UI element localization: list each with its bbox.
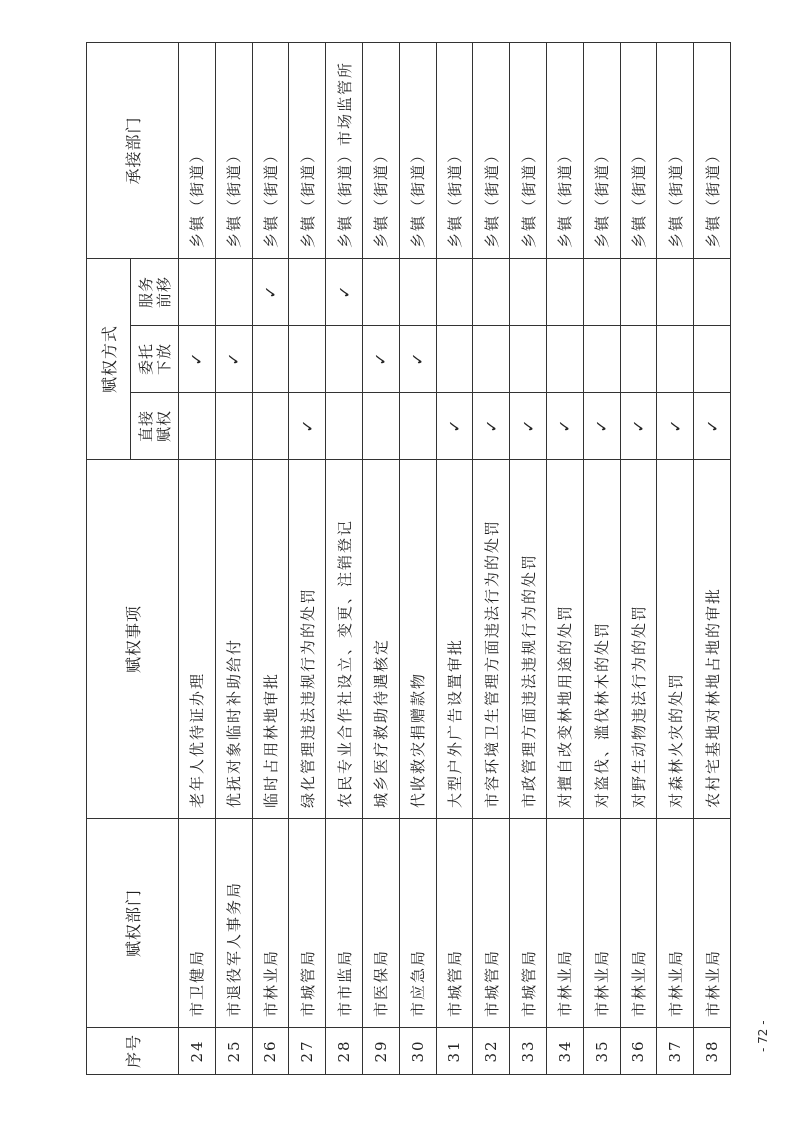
item-cell: 对擅自改变林地用途的处罚	[546, 460, 583, 819]
dept-cell: 市林业局	[252, 819, 289, 1028]
seq-cell: 32	[473, 1028, 510, 1075]
item-cell: 老年人优待证办理	[179, 460, 216, 819]
receiver-cell: 乡镇（街道）	[473, 42, 510, 258]
delegate-check	[620, 326, 657, 393]
receiver-cell: 乡镇（街道）	[620, 42, 657, 258]
receiver-cell: 乡镇（街道）市场监管所	[326, 42, 363, 258]
delegate-check	[326, 326, 363, 393]
seq-cell: 27	[289, 1028, 326, 1075]
header-receiver: 承接部门	[87, 42, 179, 258]
service-check	[583, 258, 620, 325]
service-check	[620, 258, 657, 325]
delegate-check	[694, 326, 731, 393]
table-row	[252, 42, 289, 1074]
table-body	[179, 42, 731, 1074]
receiver-cell: 乡镇（街道）	[215, 42, 252, 258]
header-delegate: 委托 下放	[131, 326, 179, 393]
item-cell: 农村宅基地对林地占地的审批	[694, 460, 731, 819]
table-row	[179, 42, 216, 1074]
item-cell: 绿化管理违法违规行为的处罚	[289, 460, 326, 819]
item-cell: 农民专业合作社设立、变更、注销登记	[326, 460, 363, 819]
delegate-check: ✓	[179, 326, 216, 393]
dept-cell: 市退役军人事务局	[215, 819, 252, 1028]
service-check	[473, 258, 510, 325]
direct-check	[362, 393, 399, 460]
item-cell: 优抚对象临时补助给付	[215, 460, 252, 819]
delegate-check	[657, 326, 694, 393]
dept-cell: 市林业局	[620, 819, 657, 1028]
table-row	[326, 42, 363, 1074]
table-row	[694, 42, 731, 1074]
page-number: - 72 -	[756, 1020, 770, 1052]
service-check	[546, 258, 583, 325]
table-row	[436, 42, 473, 1074]
direct-check: ✓	[583, 393, 620, 460]
header-seq: 序号	[87, 1028, 179, 1075]
service-check	[436, 258, 473, 325]
receiver-cell: 乡镇（街道）	[252, 42, 289, 258]
delegate-check: ✓	[362, 326, 399, 393]
dept-cell: 市城管局	[473, 819, 510, 1028]
delegate-check	[510, 326, 547, 393]
direct-check	[399, 393, 436, 460]
direct-check	[215, 393, 252, 460]
service-check	[289, 258, 326, 325]
delegate-check: ✓	[215, 326, 252, 393]
direct-check	[326, 393, 363, 460]
item-cell: 对野生动物违法行为的处罚	[620, 460, 657, 819]
receiver-cell: 乡镇（街道）	[362, 42, 399, 258]
dept-cell: 市林业局	[694, 819, 731, 1028]
authorization-table	[86, 42, 731, 1075]
receiver-cell: 乡镇（街道）	[399, 42, 436, 258]
table-row	[546, 42, 583, 1074]
delegate-check	[546, 326, 583, 393]
table-row	[362, 42, 399, 1074]
delegate-check	[583, 326, 620, 393]
item-cell: 对森林火灾的处罚	[657, 460, 694, 819]
dept-cell: 市市监局	[326, 819, 363, 1028]
direct-check: ✓	[620, 393, 657, 460]
item-cell: 代收救灾捐赠款物	[399, 460, 436, 819]
item-cell: 临时占用林地审批	[252, 460, 289, 819]
delegate-check	[436, 326, 473, 393]
service-check	[399, 258, 436, 325]
item-cell: 对盗伐、滥伐林木的处罚	[583, 460, 620, 819]
seq-cell: 35	[583, 1028, 620, 1075]
direct-check	[252, 393, 289, 460]
direct-check: ✓	[473, 393, 510, 460]
header-item: 赋权事项	[87, 460, 179, 819]
table-row	[583, 42, 620, 1074]
service-check	[657, 258, 694, 325]
header-dept: 赋权部门	[87, 819, 179, 1028]
dept-cell: 市医保局	[362, 819, 399, 1028]
item-cell: 市政管理方面违法违规行为的处罚	[510, 460, 547, 819]
receiver-cell: 乡镇（街道）	[436, 42, 473, 258]
receiver-cell: 乡镇（街道）	[546, 42, 583, 258]
direct-check: ✓	[510, 393, 547, 460]
receiver-cell: 乡镇（街道）	[694, 42, 731, 258]
table-row	[473, 42, 510, 1074]
direct-check: ✓	[546, 393, 583, 460]
seq-cell: 24	[179, 1028, 216, 1075]
dept-cell: 市林业局	[657, 819, 694, 1028]
dept-cell: 市林业局	[546, 819, 583, 1028]
table-row	[657, 42, 694, 1074]
receiver-cell: 乡镇（街道）	[179, 42, 216, 258]
item-cell: 城乡医疗救助待遇核定	[362, 460, 399, 819]
dept-cell: 市城管局	[510, 819, 547, 1028]
seq-cell: 36	[620, 1028, 657, 1075]
delegate-check	[289, 326, 326, 393]
delegate-check	[252, 326, 289, 393]
receiver-cell: 乡镇（街道）	[583, 42, 620, 258]
service-check: ✓	[252, 258, 289, 325]
table-row	[620, 42, 657, 1074]
dept-cell: 市城管局	[289, 819, 326, 1028]
service-check: ✓	[326, 258, 363, 325]
seq-cell: 33	[510, 1028, 547, 1075]
direct-check: ✓	[436, 393, 473, 460]
seq-cell: 30	[399, 1028, 436, 1075]
item-cell: 市容环境卫生管理方面违法行为的处罚	[473, 460, 510, 819]
seq-cell: 34	[546, 1028, 583, 1075]
dept-cell: 市林业局	[583, 819, 620, 1028]
rotated-table-container	[86, 43, 731, 1075]
service-check	[362, 258, 399, 325]
dept-cell: 市卫健局	[179, 819, 216, 1028]
seq-cell: 37	[657, 1028, 694, 1075]
table-row	[215, 42, 252, 1074]
service-check	[510, 258, 547, 325]
seq-cell: 38	[694, 1028, 731, 1075]
delegate-check: ✓	[399, 326, 436, 393]
receiver-cell: 乡镇（街道）	[510, 42, 547, 258]
direct-check	[179, 393, 216, 460]
table-row	[289, 42, 326, 1074]
delegate-check	[473, 326, 510, 393]
direct-check: ✓	[694, 393, 731, 460]
header-mode: 赋权方式	[87, 258, 131, 459]
table-row	[399, 42, 436, 1074]
seq-cell: 25	[215, 1028, 252, 1075]
item-cell: 大型户外广告设置审批	[436, 460, 473, 819]
direct-check: ✓	[657, 393, 694, 460]
header-service: 服务 前移	[131, 258, 179, 325]
receiver-cell: 乡镇（街道）	[289, 42, 326, 258]
service-check	[179, 258, 216, 325]
header-direct: 直接 赋权	[131, 393, 179, 460]
service-check	[215, 258, 252, 325]
seq-cell: 28	[326, 1028, 363, 1075]
dept-cell: 市应急局	[399, 819, 436, 1028]
direct-check: ✓	[289, 393, 326, 460]
receiver-cell: 乡镇（街道）	[657, 42, 694, 258]
dept-cell: 市城管局	[436, 819, 473, 1028]
seq-cell: 31	[436, 1028, 473, 1075]
table-row	[510, 42, 547, 1074]
seq-cell: 29	[362, 1028, 399, 1075]
seq-cell: 26	[252, 1028, 289, 1075]
service-check	[694, 258, 731, 325]
